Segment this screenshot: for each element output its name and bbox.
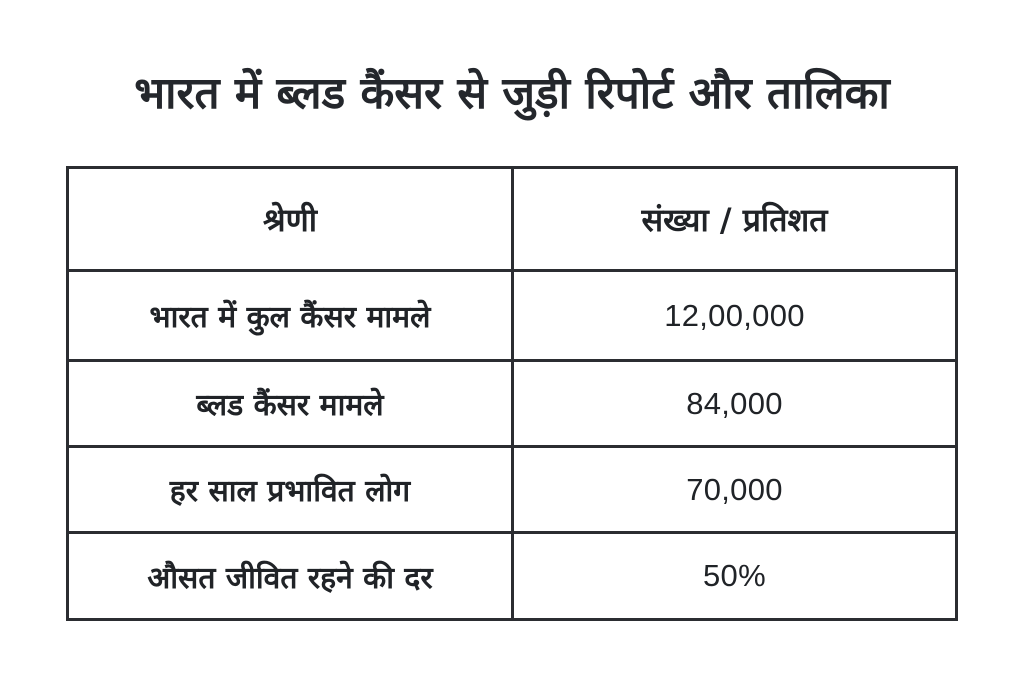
row-value: 50%	[703, 558, 766, 593]
row-value: 84,000	[686, 385, 783, 421]
table-header-row	[69, 169, 955, 269]
row-category: भारत में कुल कैंसर मामले	[69, 272, 514, 359]
table-row	[69, 445, 955, 531]
table-row	[69, 531, 955, 618]
header-category: श्रेणी	[69, 169, 514, 269]
row-category: ब्लड कैंसर मामले	[69, 362, 514, 445]
row-value: 12,00,000	[664, 297, 805, 333]
document-title: भारत में ब्लड कैंसर से जुड़ी रिपोर्ट और तालिका	[134, 68, 890, 119]
row-category: औसत जीवित रहने की दर	[69, 534, 514, 618]
table-row	[69, 359, 955, 445]
row-value: 70,000	[686, 471, 783, 507]
data-table	[66, 166, 958, 621]
table-row	[69, 269, 955, 359]
row-category: हर साल प्रभावित लोग	[69, 448, 514, 531]
header-value: संख्या / प्रतिशत	[641, 200, 828, 239]
